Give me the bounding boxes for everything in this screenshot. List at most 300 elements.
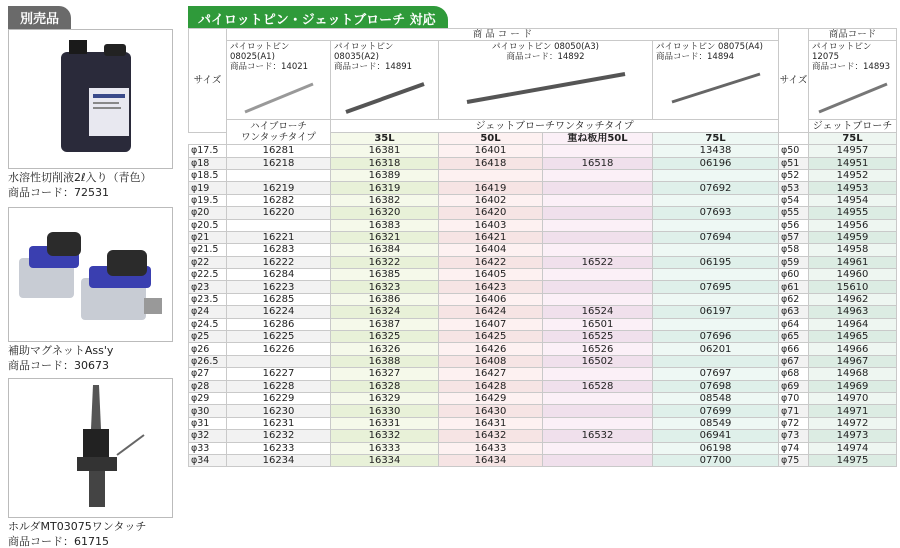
right-jet-header: ジェットブローチ	[809, 120, 897, 132]
code-cell: 16422	[439, 256, 543, 268]
code-cell: 16526	[543, 343, 653, 355]
accessory-3-code: 商品コード：61715	[8, 535, 109, 548]
size-cell: φ33	[189, 442, 227, 454]
code-cell: 16325	[331, 331, 439, 343]
table-row	[189, 306, 779, 318]
code-cell: 16332	[331, 430, 439, 442]
code-cell: 16232	[227, 430, 331, 442]
table-row	[779, 256, 897, 268]
col-heavy-50l: 重ね板用50L	[543, 132, 653, 144]
size-cell: φ62	[779, 293, 809, 305]
code-cell: 16224	[227, 306, 331, 318]
code-cell: 07699	[653, 405, 779, 417]
code-cell: 07692	[653, 182, 779, 194]
code-cell: 14965	[809, 331, 897, 343]
size-cell: φ53	[779, 182, 809, 194]
code-cell: 16222	[227, 256, 331, 268]
size-cell: φ20.5	[189, 219, 227, 231]
table-row	[189, 454, 779, 466]
size-cell: φ71	[779, 405, 809, 417]
code-cell: 14951	[809, 157, 897, 169]
code-cell: 16525	[543, 331, 653, 343]
size-cell: φ58	[779, 244, 809, 256]
code-cell: 16225	[227, 331, 331, 343]
table-row	[189, 293, 779, 305]
size-cell: φ63	[779, 306, 809, 318]
pilot-pin-icon	[666, 68, 766, 108]
code-cell: 08549	[653, 417, 779, 429]
code-cell: 07695	[653, 281, 779, 293]
size-cell: φ20	[189, 207, 227, 219]
code-cell: 16323	[331, 281, 439, 293]
table-row	[779, 207, 897, 219]
table-row	[189, 430, 779, 442]
code-cell: 16233	[227, 442, 331, 454]
code-cell: 16218	[227, 157, 331, 169]
size-cell: φ21.5	[189, 244, 227, 256]
code-cell: 14954	[809, 194, 897, 206]
size-cell: φ70	[779, 392, 809, 404]
code-cell: 07700	[653, 454, 779, 466]
code-cell: 16402	[439, 194, 543, 206]
code-cell: 16403	[439, 219, 543, 231]
table-row	[779, 430, 897, 442]
code-cell: 16282	[227, 194, 331, 206]
pilot-pin-icon	[239, 78, 319, 118]
code-cell: 14963	[809, 306, 897, 318]
code-cell: 16408	[439, 355, 543, 367]
code-cell: 14973	[809, 430, 897, 442]
right-col-75l: 75L	[809, 132, 897, 144]
table-row	[779, 343, 897, 355]
pin-12075	[809, 41, 897, 120]
code-cell: 06196	[653, 157, 779, 169]
table-row	[189, 442, 779, 454]
code-cell: 16501	[543, 318, 653, 330]
table-row	[189, 392, 779, 404]
accessory-1-name: 水溶性切削液2ℓ入り（青色）	[8, 171, 152, 184]
code-cell: 14960	[809, 269, 897, 281]
accessories-panel	[8, 6, 173, 548]
table-row	[189, 219, 779, 231]
code-cell: 16528	[543, 380, 653, 392]
code-cell: 14952	[809, 169, 897, 181]
size-cell: φ51	[779, 157, 809, 169]
size-cell: φ26.5	[189, 355, 227, 367]
pin-12075-code: 商品コード：14893	[812, 62, 891, 73]
table-row	[779, 405, 897, 417]
code-cell: 16423	[439, 281, 543, 293]
code-cell: 16219	[227, 182, 331, 194]
table-row	[189, 331, 779, 343]
code-cell	[543, 182, 653, 194]
size-cell: φ56	[779, 219, 809, 231]
col-35l: 35L	[331, 132, 439, 144]
code-cell: 14959	[809, 231, 897, 243]
code-cell: 14969	[809, 380, 897, 392]
table-row	[189, 368, 779, 380]
table-row	[779, 269, 897, 281]
large-pin-table	[778, 28, 897, 467]
table-row	[189, 281, 779, 293]
code-cell	[653, 194, 779, 206]
code-cell: 16386	[331, 293, 439, 305]
code-cell: 16330	[331, 405, 439, 417]
code-cell: 16405	[439, 269, 543, 281]
size-cell: φ22	[189, 256, 227, 268]
table-row	[779, 219, 897, 231]
jet-header: ジェットブローチワンタッチタイプ	[331, 120, 779, 132]
code-cell	[543, 417, 653, 429]
code-cell	[543, 281, 653, 293]
size-cell: φ74	[779, 442, 809, 454]
pin-a4-code: 商品コード：14894	[656, 52, 735, 63]
code-cell: 16532	[543, 430, 653, 442]
table-row	[779, 157, 897, 169]
code-cell: 16326	[331, 343, 439, 355]
size-cell: φ64	[779, 318, 809, 330]
pin-a1-code: 商品コード：14021	[230, 62, 309, 73]
table-row	[189, 355, 779, 367]
code-cell: 16283	[227, 244, 331, 256]
code-cell: 16384	[331, 244, 439, 256]
pin-a4-name: パイロットピン 08075(A4)	[656, 42, 763, 53]
size-cell: φ28	[189, 380, 227, 392]
holder-icon	[9, 379, 172, 517]
code-cell: 16333	[331, 442, 439, 454]
size-cell: φ69	[779, 380, 809, 392]
code-cell: 16324	[331, 306, 439, 318]
right-size-header: サイズ	[779, 29, 809, 133]
code-cell: 16433	[439, 442, 543, 454]
code-cell: 16227	[227, 368, 331, 380]
code-cell: 16327	[331, 368, 439, 380]
code-cell: 16231	[227, 417, 331, 429]
code-cell: 16319	[331, 182, 439, 194]
code-cell: 16401	[439, 145, 543, 157]
table-row	[189, 318, 779, 330]
code-cell: 16226	[227, 343, 331, 355]
accessory-2-name: 補助マグネットAss'y	[8, 344, 114, 357]
code-cell: 14975	[809, 454, 897, 466]
size-cell: φ55	[779, 207, 809, 219]
size-cell: φ30	[189, 405, 227, 417]
size-cell: φ72	[779, 417, 809, 429]
code-cell: 16234	[227, 454, 331, 466]
code-cell: 16284	[227, 269, 331, 281]
table-row	[779, 244, 897, 256]
table-row	[189, 194, 779, 206]
size-cell: φ23	[189, 281, 227, 293]
code-cell	[543, 454, 653, 466]
size-cell: φ27	[189, 368, 227, 380]
code-cell	[543, 405, 653, 417]
code-cell: 14974	[809, 442, 897, 454]
code-cell: 14962	[809, 293, 897, 305]
code-cell: 16419	[439, 182, 543, 194]
table-row	[779, 293, 897, 305]
table-row	[779, 368, 897, 380]
accessory-3-name: ホルダMT03075ワンタッチ	[8, 520, 147, 533]
code-cell: 14955	[809, 207, 897, 219]
table-row	[779, 392, 897, 404]
accessory-2-code: 商品コード：30673	[8, 359, 109, 372]
table-row	[779, 318, 897, 330]
col-50l: 50L	[439, 132, 543, 144]
code-cell: 16434	[439, 454, 543, 466]
code-cell: 16432	[439, 430, 543, 442]
code-cell: 16426	[439, 343, 543, 355]
pilot-pin-icon	[813, 78, 893, 118]
code-cell	[653, 269, 779, 281]
code-cell: 14971	[809, 405, 897, 417]
code-cell	[653, 244, 779, 256]
right-size-spacer	[779, 132, 809, 144]
table-row	[779, 169, 897, 181]
code-cell: 16430	[439, 405, 543, 417]
code-cell: 16385	[331, 269, 439, 281]
table-row	[779, 355, 897, 367]
code-cell: 16425	[439, 331, 543, 343]
size-cell: φ68	[779, 368, 809, 380]
code-cell: 14972	[809, 417, 897, 429]
table-row	[779, 417, 897, 429]
size-cell: φ23.5	[189, 293, 227, 305]
code-cell: 16382	[331, 194, 439, 206]
code-cell: 16381	[331, 145, 439, 157]
code-cell	[227, 355, 331, 367]
code-cell: 16518	[543, 157, 653, 169]
pin-a1	[227, 41, 331, 120]
code-cell: 16334	[331, 454, 439, 466]
accessory-1-code: 商品コード：72531	[8, 186, 109, 199]
code-cell: 16418	[439, 157, 543, 169]
product-code-header: 商 品 コ ー ド	[227, 29, 779, 41]
col-75l: 75L	[653, 132, 779, 144]
pin-a3-name: パイロットピン 08050(A3)	[492, 42, 599, 53]
code-cell	[543, 231, 653, 243]
table-row	[189, 380, 779, 392]
code-cell: 16407	[439, 318, 543, 330]
table-row	[779, 380, 897, 392]
code-cell	[227, 219, 331, 231]
code-cell	[543, 207, 653, 219]
code-cell: 06198	[653, 442, 779, 454]
size-cell: φ24.5	[189, 318, 227, 330]
code-cell: 16229	[227, 392, 331, 404]
table-row	[189, 182, 779, 194]
code-cell: 07693	[653, 207, 779, 219]
code-cell: 14953	[809, 182, 897, 194]
code-cell	[439, 169, 543, 181]
holder-image	[8, 378, 173, 518]
table-row	[779, 182, 897, 194]
size-cell: φ19.5	[189, 194, 227, 206]
code-cell: 07697	[653, 368, 779, 380]
magnet-assembly-icon	[9, 208, 172, 341]
code-cell: 14966	[809, 343, 897, 355]
pin-a1-name: パイロットピン 08025(A1)	[230, 42, 290, 63]
code-cell: 07698	[653, 380, 779, 392]
code-cell: 16331	[331, 417, 439, 429]
size-cell: φ19	[189, 182, 227, 194]
table-row	[189, 231, 779, 243]
code-cell: 16221	[227, 231, 331, 243]
size-cell: φ31	[189, 417, 227, 429]
code-cell	[653, 293, 779, 305]
table-row	[779, 442, 897, 454]
code-cell	[653, 318, 779, 330]
code-cell: 16228	[227, 380, 331, 392]
code-cell: 16328	[331, 380, 439, 392]
code-cell	[653, 169, 779, 181]
code-cell: 06197	[653, 306, 779, 318]
table-row	[189, 269, 779, 281]
table-row	[779, 331, 897, 343]
table-row	[189, 343, 779, 355]
size-cell: φ73	[779, 430, 809, 442]
code-cell: 14968	[809, 368, 897, 380]
size-cell: φ66	[779, 343, 809, 355]
code-cell: 14956	[809, 219, 897, 231]
code-cell: 06201	[653, 343, 779, 355]
pilot-pin-icon	[340, 78, 430, 118]
code-cell: 08548	[653, 392, 779, 404]
pin-a3-code: 商品コード：14892	[506, 52, 585, 63]
code-cell	[543, 169, 653, 181]
main-table-container	[188, 28, 778, 467]
size-cell: φ65	[779, 331, 809, 343]
code-cell: 16428	[439, 380, 543, 392]
code-cell	[653, 219, 779, 231]
code-cell: 16320	[331, 207, 439, 219]
size-cell: φ26	[189, 343, 227, 355]
size-cell: φ52	[779, 169, 809, 181]
code-cell: 16431	[439, 417, 543, 429]
code-cell: 16389	[331, 169, 439, 181]
code-cell: 14970	[809, 392, 897, 404]
pin-12075-name: パイロットピン 12075	[812, 42, 872, 63]
code-cell: 14964	[809, 318, 897, 330]
table-row	[779, 306, 897, 318]
table-row	[189, 169, 779, 181]
code-cell: 16420	[439, 207, 543, 219]
code-cell: 16329	[331, 392, 439, 404]
code-cell: 14957	[809, 145, 897, 157]
code-cell	[543, 293, 653, 305]
code-cell: 16502	[543, 355, 653, 367]
code-cell: 16285	[227, 293, 331, 305]
code-cell	[543, 194, 653, 206]
code-cell: 16524	[543, 306, 653, 318]
hb-header: ハイブローチ ワンタッチタイプ	[227, 120, 331, 145]
code-cell: 06941	[653, 430, 779, 442]
code-cell: 13438	[653, 145, 779, 157]
size-cell: φ57	[779, 231, 809, 243]
table-row	[779, 454, 897, 466]
size-header: サイズ	[189, 29, 227, 133]
code-cell: 16383	[331, 219, 439, 231]
code-cell: 16427	[439, 368, 543, 380]
code-cell: 16429	[439, 392, 543, 404]
table-row	[189, 145, 779, 157]
size-cell: φ61	[779, 281, 809, 293]
table-row	[189, 405, 779, 417]
code-cell: 16281	[227, 145, 331, 157]
code-cell: 16322	[331, 256, 439, 268]
size-cell: φ24	[189, 306, 227, 318]
size-cell: φ59	[779, 256, 809, 268]
code-cell: 16388	[331, 355, 439, 367]
table-title: パイロットピン・ジェットブローチ 対応	[188, 6, 448, 28]
code-cell	[543, 244, 653, 256]
size-cell: φ29	[189, 392, 227, 404]
code-cell: 16318	[331, 157, 439, 169]
size-cell: φ50	[779, 145, 809, 157]
code-cell	[543, 269, 653, 281]
pin-a3	[439, 41, 653, 120]
code-cell: 16230	[227, 405, 331, 417]
pin-a4	[653, 41, 779, 120]
table-row	[779, 194, 897, 206]
table-row	[189, 256, 779, 268]
size-cell: φ17.5	[189, 145, 227, 157]
code-cell: 16220	[227, 207, 331, 219]
pin-a2	[331, 41, 439, 120]
size-cell: φ22.5	[189, 269, 227, 281]
table-row	[779, 231, 897, 243]
code-cell: 14967	[809, 355, 897, 367]
size-cell: φ18	[189, 157, 227, 169]
accessories-tag: 別売品	[8, 6, 71, 29]
cutting-fluid-bottle-icon	[9, 30, 172, 168]
size-cell: φ34	[189, 454, 227, 466]
code-cell	[653, 355, 779, 367]
cutting-fluid-image	[8, 29, 173, 169]
code-cell	[543, 442, 653, 454]
code-cell: 06195	[653, 256, 779, 268]
pin-a2-code: 商品コード：14891	[334, 62, 413, 73]
right-table-container	[778, 28, 896, 467]
size-cell: φ60	[779, 269, 809, 281]
code-cell	[543, 368, 653, 380]
code-cell: 16321	[331, 231, 439, 243]
size-cell: φ18.5	[189, 169, 227, 181]
code-cell: 16406	[439, 293, 543, 305]
code-cell: 16387	[331, 318, 439, 330]
right-product-code-header: 商品コード	[809, 29, 897, 41]
code-cell	[543, 145, 653, 157]
right-table-body	[779, 145, 897, 467]
pin-a2-name: パイロットピン 08035(A2)	[334, 42, 394, 63]
code-cell: 16424	[439, 306, 543, 318]
code-cell: 16223	[227, 281, 331, 293]
code-cell: 15610	[809, 281, 897, 293]
code-cell	[543, 392, 653, 404]
code-cell: 16421	[439, 231, 543, 243]
size-cell: φ25	[189, 331, 227, 343]
pilot-pin-icon	[461, 68, 631, 108]
main-table-body	[189, 145, 779, 467]
table-row	[779, 281, 897, 293]
table-row	[189, 157, 779, 169]
code-cell	[227, 169, 331, 181]
code-cell: 16286	[227, 318, 331, 330]
table-row	[189, 417, 779, 429]
size-cell: φ32	[189, 430, 227, 442]
size-cell: φ75	[779, 454, 809, 466]
size-cell: φ67	[779, 355, 809, 367]
